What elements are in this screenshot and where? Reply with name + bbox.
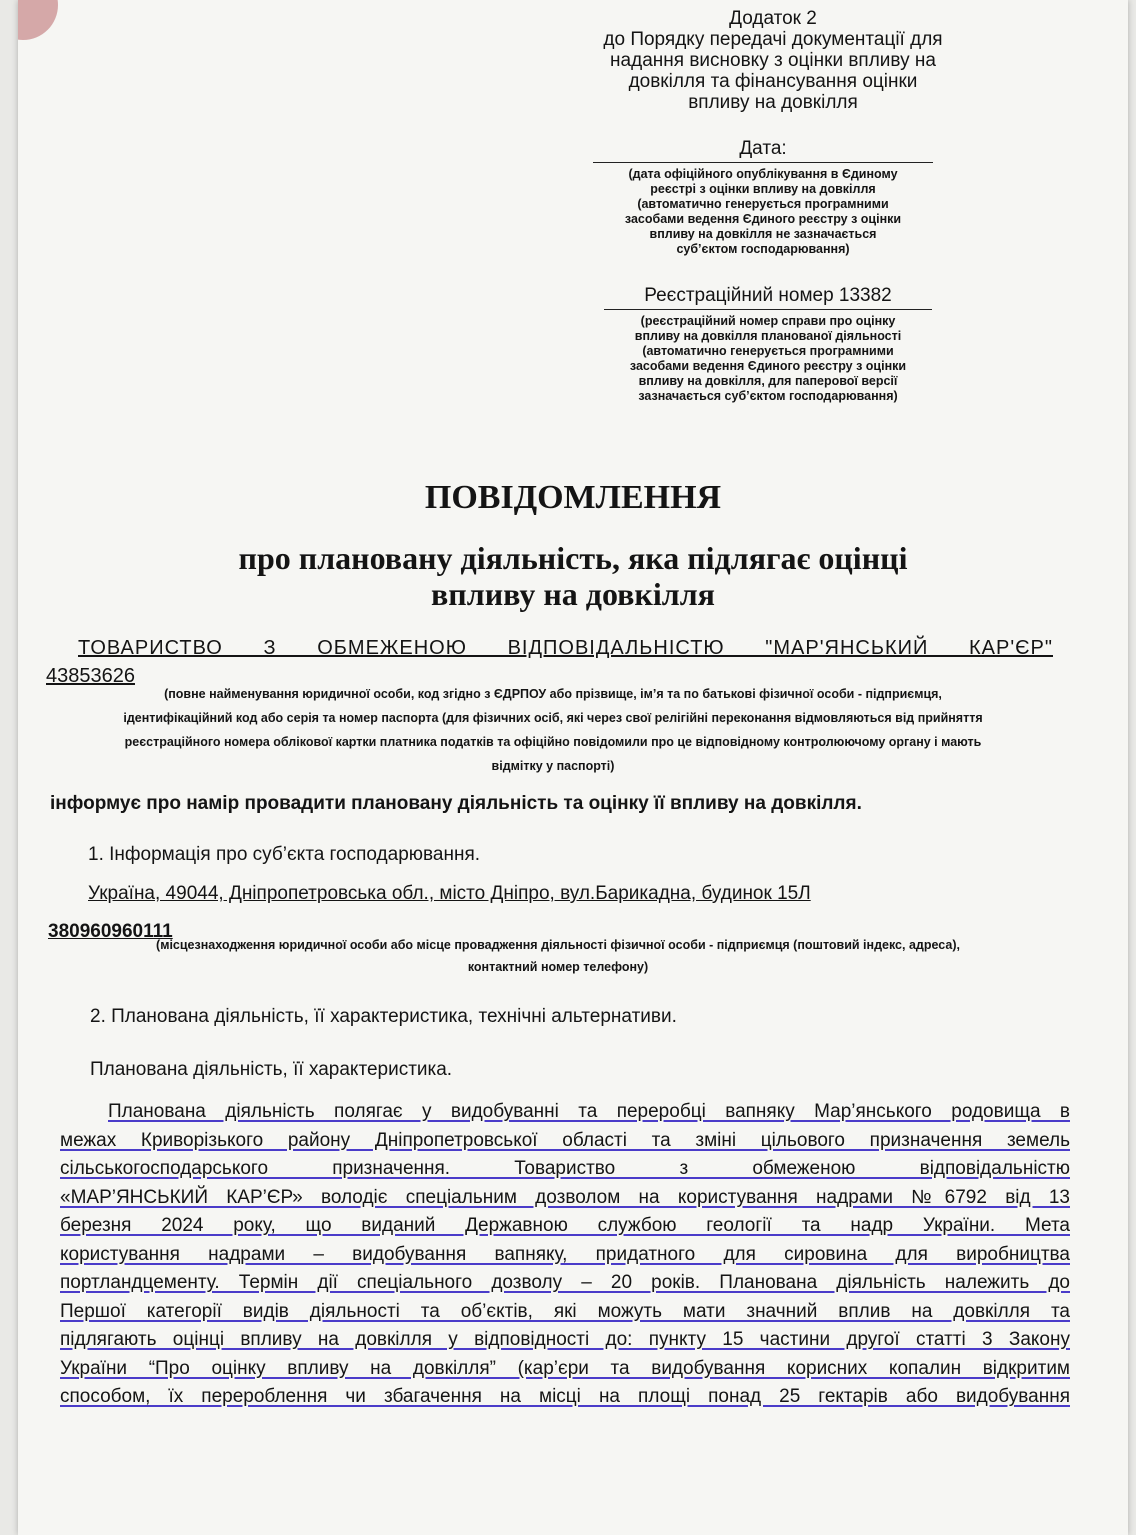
paragraph-line: березня 2024 року, що виданий Державною службою геології та надр України. Мета <box>60 1215 1070 1236</box>
company-note-line: (повне найменування юридичної особи, код згідно з ЄДРПОУ або прізвище, ім’я та по батькові фізичної особи - підприємця, <box>164 687 942 701</box>
company-note-line: реєстраційного номера облікової картки платника податків та офіційно повідомили про це відповідному контролюючому органу і мають <box>124 735 982 749</box>
date-note-line: суб’єктом господарювання) <box>676 242 850 256</box>
date-note-line: впливу на довкілля не зазначається <box>649 227 877 241</box>
registration-block <box>598 285 938 404</box>
paragraph-line: портландцементу. Термін дії спеціального дозволу – 20 років. Планована діяльність належить до <box>60 1272 1070 1293</box>
document-title: ПОВІДОМЛЕННЯ <box>424 479 722 516</box>
appendix-line: надання висновку з оцінки впливу на <box>610 50 936 71</box>
registration-note-line: засобами ведення Єдиного реєстру з оцінки <box>629 359 907 373</box>
registration-note-line: впливу на довкілля планованої діяльності <box>634 329 902 343</box>
registration-note-line: (автоматично генерується програмними <box>642 344 894 358</box>
section-2-subheading: Планована діяльність, її характеристика. <box>90 1059 453 1080</box>
company-note-line: ідентифікаційний код або серія та номер паспорта (для фізичних осіб, які через свої релігійні переконання відмовляються від прийняття <box>123 711 983 725</box>
appendix-line: до Порядку передачі документації для <box>603 29 943 50</box>
paragraph-line: способом, їх перероблення чи збагачення на місці на площі понад 25 гектарів або видобування <box>60 1386 1070 1407</box>
document-subtitle <box>18 540 1128 612</box>
appendix-line: довкілля та фінансування оцінки <box>628 71 918 92</box>
company-phone: 380960960111 <box>48 921 173 942</box>
registration-note-line: (реєстраційний номер справи про оцінку <box>640 314 896 328</box>
company-name: ТОВАРИСТВО З ОБМЕЖЕНОЮ ВІДПОВІДАЛЬНІСТЮ "МАР'ЯНСЬКИЙ КАР'ЄР" <box>78 637 1053 659</box>
registration-number: Реєстраційний номер 13382 <box>644 285 892 306</box>
date-rule <box>593 162 933 163</box>
paragraph-line: Першої категорії видів діяльності та об’єктів, які можуть мати значний вплив на довкілля та <box>60 1300 1070 1322</box>
date-note-line: засобами ведення Єдиного реєстру з оцінки <box>624 212 902 226</box>
section-2-heading: 2. Планована діяльність, її характеристика, технічні альтернативи. <box>90 1006 677 1027</box>
date-note-line: (дата офіційного опублікування в Єдиному <box>628 167 898 181</box>
registration-note-line: зазначається суб’єктом господарювання) <box>638 389 898 403</box>
address-note <box>78 934 1038 978</box>
document-page <box>18 0 1128 1535</box>
company-edrpou: 43853626 <box>46 665 135 687</box>
paragraph-line: сільськогосподарського призначення. Товариство з обмеженою відповідальністю <box>60 1158 1070 1179</box>
appendix-line: Додаток 2 <box>729 8 817 29</box>
company-address: Україна, 49044, Дніпропетровська обл., місто Дніпро, вул.Барикадна, будинок 15Л <box>88 883 811 904</box>
paragraph-line: «МАР’ЯНСЬКИЙ КАР’ЄР» володіє спеціальним дозволом на користування надрами №6792 від 13 <box>60 1186 1070 1208</box>
paragraph-line: України “Про оцінку впливу на довкілля” (кар’єри та видобування корисних копалин відкритим <box>60 1357 1070 1379</box>
registration-note <box>598 314 938 404</box>
inform-statement: інформує про намір провадити плановану діяльність та оцінку її впливу на довкілля. <box>50 793 862 814</box>
address-note-line: контактний номер телефону) <box>467 960 649 974</box>
date-note-line: реєстрі з оцінки впливу на довкілля <box>650 182 876 196</box>
date-label: Дата: <box>739 138 787 159</box>
section-1-heading: 1. Інформація про суб’єкта господарювання. <box>88 844 481 865</box>
company-note-line: відмітку у паспорті) <box>491 759 615 773</box>
subtitle-line: про плановану діяльність, яка підлягає оцінці <box>238 540 908 576</box>
paragraph-line: межах Криворізького району Дніпропетровської області та зміні цільового призначення земель <box>60 1129 1070 1151</box>
company-note <box>48 682 1058 778</box>
activity-paragraph <box>60 1098 1070 1412</box>
date-block <box>583 138 943 257</box>
appendix-header <box>538 8 1008 113</box>
address-note-line: (місцезнаходження юридичної особи або місце провадження діяльності фізичної особи - підприємця (поштовий індекс, адреса), <box>156 938 960 952</box>
finger-shadow <box>18 0 58 40</box>
registration-note-line: впливу на довкілля, для паперової версії <box>638 374 898 388</box>
date-note <box>583 167 943 257</box>
registration-rule <box>604 309 932 310</box>
paragraph-line: користування надрами – видобування вапняку, придатного для сировина для виробництва <box>60 1243 1070 1265</box>
paragraph-line: Планована діяльність полягає у видобуванні та переробці вапняку Мар’янського родовища в <box>108 1101 1070 1122</box>
subtitle-line: впливу на довкілля <box>431 576 715 612</box>
paragraph-line: підлягають оцінці впливу на довкілля у відповідності до: пункту 15 частини другої статті 3 Закону <box>60 1329 1070 1350</box>
appendix-line: впливу на довкілля <box>688 92 858 113</box>
date-note-line: (автоматично генерується програмними <box>637 197 889 211</box>
